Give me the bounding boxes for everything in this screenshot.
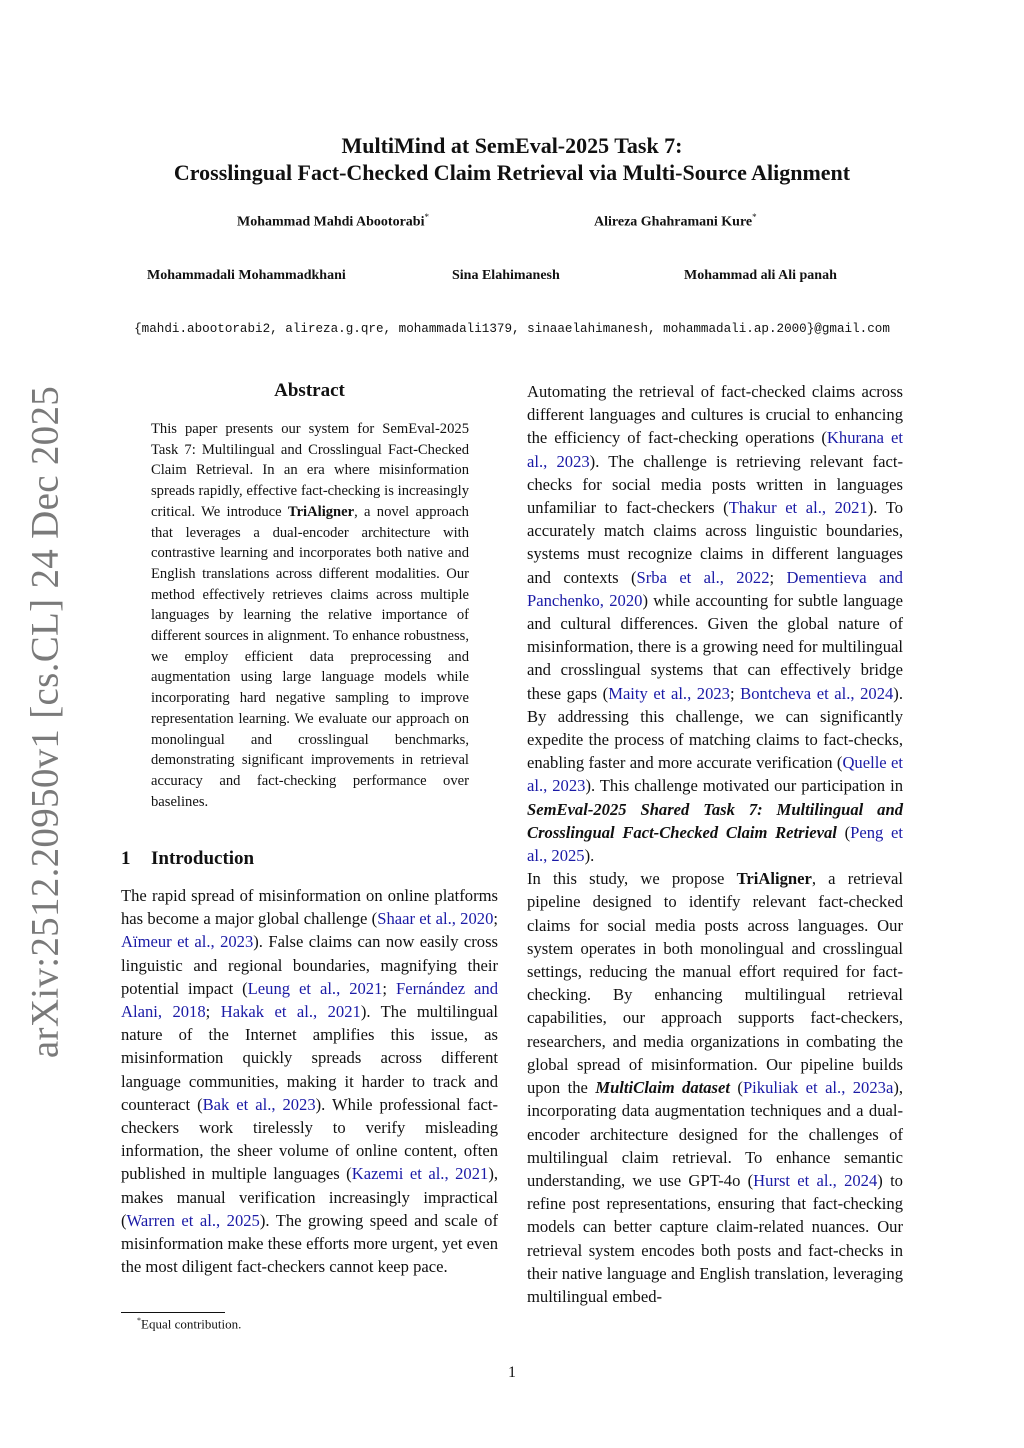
intro-paragraph-2: Automating the retrieval of fact-checked claims across different languages and cultures is crucial to enhancing the efficiency of fact-checking operations (Khurana et al., 2023). The challenge is retrieving relevant fact-checks for social media posts written in languages unfamiliar to fact-checkers (Thakur et al., 2021). To accurately match claims across linguistic boundaries, systems must recognize claims in different languages and contexts (Srba et al., 2022; Dementieva and Panchenko, 2020) while accounting for subtle language and cultural differences. Given the global nature of misinformation, there is a growing need for multilingual and crosslingual systems that can effectively bridge these gaps (Maity et al., 2023; Bontcheva et al., 2024). By addressing this challenge, we can significantly expedite the process of matching claims to fact-checks, enabling faster and more accurate verification (Quelle et al., 2023). This challenge motivated our participation in SemEval-2025 Shared Task 7: Multilingual and Crosslingual Fact-Checked Claim Retrieval (Peng et al., 2025).: [527, 382, 904, 866]
author-emails: {mahdi.abootorabi2, alireza.g.qre, mohammadali1379, sinaaelahimanesh, mohammadali.ap.2000}@gmail.com: [134, 322, 890, 336]
citation-link[interactable]: Thakur et al., 2021: [728, 498, 868, 518]
abstract-body: This paper presents our system for SemEval-2025 Task 7: Multilingual and Crosslingual Fact-Checked Claim Retrieval. In an era where misinformation spreads rapidly, effective fact-checking is increasingly critical. We introduce TriAligner, a novel approach that leverages a dual-encoder architecture with contrastive learning and incorporates both native and English translations across different modalities. Our method effectively retrieves claims across multiple languages by learning the relative importance of different sources in alignment. To enhance robustness, we employ efficient data preprocessing and augmentation using large language models while incorporating hard negative sampling to improve representation learning. We evaluate our approach on monolingual and crosslingual benchmarks, demonstrating significant improvements in retrieval accuracy and fact-checking performance over baselines.: [151, 421, 469, 810]
paper-title-line1: MultiMind at SemEval-2025 Task 7:: [341, 133, 683, 158]
dataset-name: MultiClaim dataset: [595, 1078, 730, 1098]
abstract-heading: Abstract: [274, 380, 345, 401]
citation-link[interactable]: Warren et al., 2025: [126, 1210, 260, 1230]
citation-link[interactable]: Hurst et al., 2024: [753, 1170, 878, 1190]
section-number: 1: [121, 848, 131, 869]
citation-link[interactable]: Maity et al., 2023: [608, 683, 730, 703]
citation-link[interactable]: Aïmeur et al., 2023: [121, 932, 254, 952]
section-heading-introduction: [121, 848, 254, 870]
author-3: Mohammadali Mohammadkhani: [147, 268, 346, 283]
intro-paragraph-3: In this study, we propose TriAligner, a retrieval pipeline designed to identify relevant fact-checked claims for social media posts across languages. Our system operates in both monolingual and crosslingual settings, reducing the manual effort required for fact-checking. By enhancing multilingual retrieval capabilities, our approach supports fact-checkers, researchers, and media organizations in combating the global spread of misinformation. Our pipeline builds upon the MultiClaim dataset (Pikuliak et al., 2023a), incorporating data augmentation techniques and a dual-encoder architecture designed for the challenges of multilingual claim retrieval. To enhance semantic understanding, we use GPT-4o (Hurst et al., 2024) to refine post representations, ensuring that fact-checking models can better capture claim-related nuances. Our retrieval system encodes both posts and fact-checks in their native language and English translation, leveraging multilingual embed-: [527, 869, 904, 1306]
citation-link[interactable]: Bak et al., 2023: [202, 1094, 316, 1114]
citation-link[interactable]: Hakak et al., 2021: [220, 1002, 361, 1022]
citation-link[interactable]: Srba et al., 2022: [636, 567, 770, 587]
arxiv-id: arXiv:2512.20950v1 [cs.CL] 24 Dec 2025: [23, 385, 67, 1059]
citation-link[interactable]: Quelle et al., 2023: [527, 753, 903, 796]
author-4: Sina Elahimanesh: [452, 268, 560, 283]
citation-link[interactable]: Shaar et al., 2020: [377, 909, 494, 929]
citation-link[interactable]: Khurana et al., 2023: [527, 428, 903, 471]
footnote: *Equal contribution.: [137, 1316, 242, 1332]
page-number: 1: [508, 1364, 516, 1381]
citation-link[interactable]: Fernández and Alani, 2018: [121, 978, 498, 1022]
author-1: Mohammad Mahdi Abootorabi*: [237, 212, 429, 230]
citation-link[interactable]: Leung et al., 2021: [247, 978, 383, 998]
footnote-rule: [121, 1312, 225, 1313]
system-name: TriAligner: [287, 503, 355, 520]
citation-link[interactable]: Peng et al., 2025: [527, 822, 903, 866]
citation-link[interactable]: Kazemi et al., 2021: [351, 1164, 489, 1184]
citation-link[interactable]: Pikuliak et al., 2023a: [742, 1078, 894, 1098]
paper-title-line2: Crosslingual Fact-Checked Claim Retrieval via Multi-Source Alignment: [173, 160, 851, 185]
section-title: Introduction: [151, 848, 255, 869]
system-name: TriAligner: [736, 869, 812, 889]
intro-paragraph-1: The rapid spread of misinformation on online platforms has become a major global challenge (Shaar et al., 2020; Aïmeur et al., 2023). False claims can now easily cross linguistic and regional boundaries, magnifying their potential impact (Leung et al., 2021; Fernández and Alani, 2018; Hakak et al., 2021). The multilingual nature of the Internet amplifies this issue, as misinformation quickly spreads across different language communities, making it harder to track and counteract (Bak et al., 2023). While professional fact-checkers work tirelessly to verify misleading information, the sheer volume of online content, often published in multiple languages (Kazemi et al., 2021), makes manual verification increasingly impractical (Warren et al., 2025). The growing speed and scale of misinformation make these efforts more urgent, yet even the most diligent fact-checkers cannot keep pace.: [121, 886, 499, 1277]
author-5: Mohammad ali Ali panah: [684, 268, 837, 283]
right-column: [527, 380, 903, 1308]
arxiv-stamp: [0, 0, 80, 1448]
citation-link[interactable]: Dementieva and Panchenko, 2020: [527, 567, 903, 610]
author-2: Alireza Ghahramani Kure*: [594, 212, 757, 230]
task-name: SemEval-2025 Shared Task 7: Multilingual and Crosslingual Fact-Checked Claim Retrieval: [527, 799, 903, 842]
citation-link[interactable]: Bontcheva et al., 2024: [740, 683, 894, 703]
